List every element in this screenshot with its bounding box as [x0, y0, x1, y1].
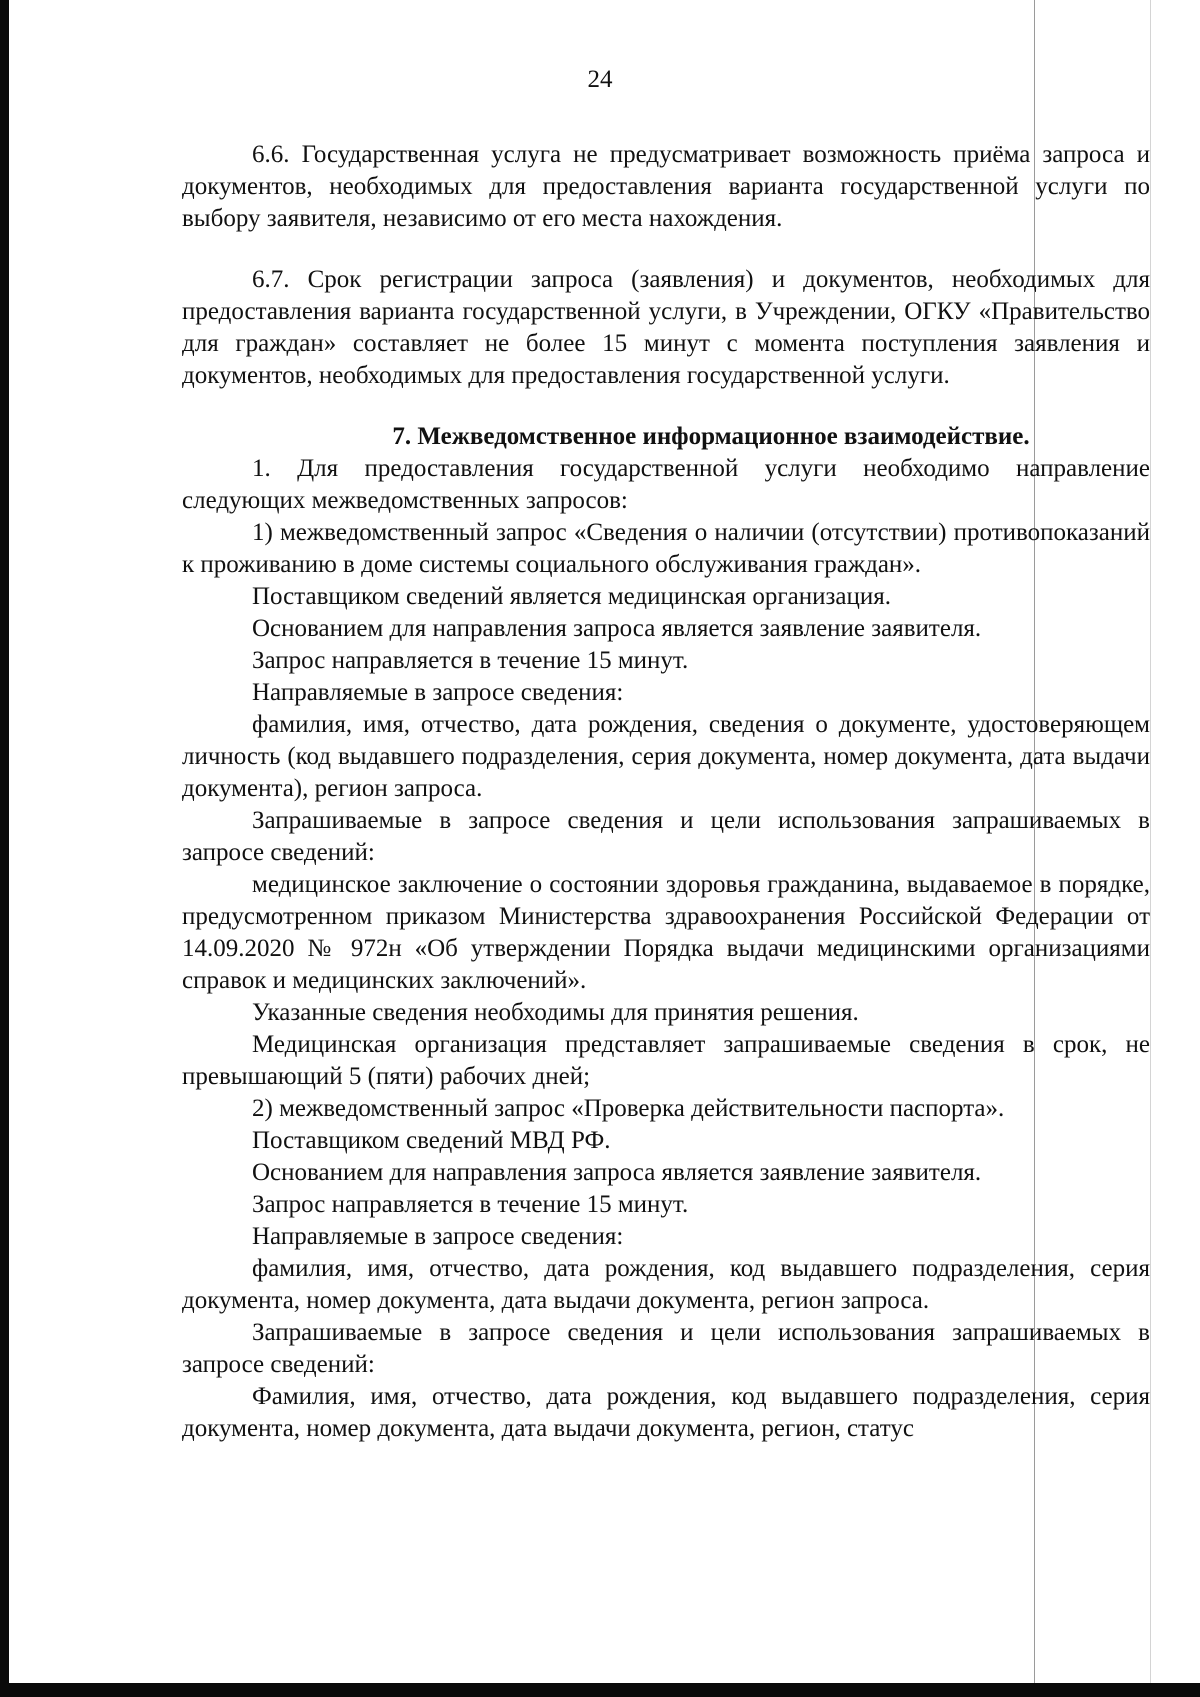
scan-border-left	[0, 0, 9, 1697]
scan-border-bottom	[0, 1683, 1200, 1697]
section7-paragraph: Запрашиваемые в запросе сведения и цели использования запрашиваемых в запросе сведений:	[182, 807, 1150, 866]
section7-paragraph: Запрос направляется в течение 15 минут.	[252, 1191, 689, 1218]
section7-paragraph: Направляемые в запросе сведения:	[252, 679, 624, 706]
section7-paragraph: Основанием для направления запроса является заявление заявителя.	[252, 1159, 982, 1186]
section7-paragraph: Запрос направляется в течение 15 минут.	[252, 647, 689, 674]
section7-paragraph: Указанные сведения необходимы для принятия решения.	[252, 999, 859, 1026]
section7-paragraph: Направляемые в запросе сведения:	[252, 1223, 624, 1250]
section7-paragraph: Фамилия, имя, отчество, дата рождения, код выдавшего подразделения, серия документа, номер документа, дата выдачи документа, регион, статус	[182, 1383, 1150, 1442]
section7-paragraph: Поставщиком сведений МВД РФ.	[252, 1127, 611, 1154]
paragraph-6-6: 6.6. Государственная услуга не предусматривает возможность приёма запроса и документов, необходимых для предоставления варианта государственной услуги по выбору заявителя, независимо от его места нахождения.	[182, 141, 1150, 232]
section7-paragraph: Основанием для направления запроса является заявление заявителя.	[252, 615, 982, 642]
section7-paragraph: 1) межведомственный запрос «Сведения о наличии (отсутствии) противопоказаний к проживанию в доме системы социального обслуживания граждан».	[182, 519, 1150, 578]
section-heading: 7. Межведомственное информационное взаимодействие.	[392, 423, 1030, 450]
section7-paragraph: 2) межведомственный запрос «Проверка действительности паспорта».	[252, 1095, 1005, 1122]
page-number: 24	[587, 66, 613, 93]
section7-paragraph: 1. Для предоставления государственной услуги необходимо направление следующих межведомственных запросов:	[182, 455, 1150, 514]
section7-paragraph: медицинское заключение о состоянии здоровья гражданина, выдаваемое в порядке, предусмотренном приказом Министерства здравоохранения Российской Федерации от 14.09.2020 № 972н «Об утверждении Порядка выдачи медицинскими организациями справок и медицинских заключений».	[182, 871, 1150, 994]
document-body	[182, 139, 1150, 1445]
section7-paragraph: Поставщиком сведений является медицинская организация.	[252, 583, 891, 610]
section7-paragraph: Медицинская организация представляет запрашиваемые сведения в срок, не превышающий 5 (пяти) рабочих дней;	[182, 1031, 1150, 1090]
section7-paragraph: Запрашиваемые в запросе сведения и цели использования запрашиваемых в запросе сведений:	[182, 1319, 1150, 1378]
section7-paragraph: фамилия, имя, отчество, дата рождения, сведения о документе, удостоверяющем личность (код выдавшего подразделения, серия документа, номер документа, дата выдачи документа), регион запроса.	[182, 711, 1150, 802]
section7-paragraph: фамилия, имя, отчество, дата рождения, код выдавшего подразделения, серия документа, номер документа, дата выдачи документа, регион запроса.	[182, 1255, 1150, 1314]
scan-fold-line-secondary	[1150, 0, 1151, 1683]
paragraph-6-7: 6.7. Срок регистрации запроса (заявления) и документов, необходимых для предоставления варианта государственной услуги, в Учреждении, ОГКУ «Правительство для граждан» составляет не более 15 минут с момента поступления заявления и документов, необходимых для предоставления государственной услуги.	[182, 266, 1150, 389]
